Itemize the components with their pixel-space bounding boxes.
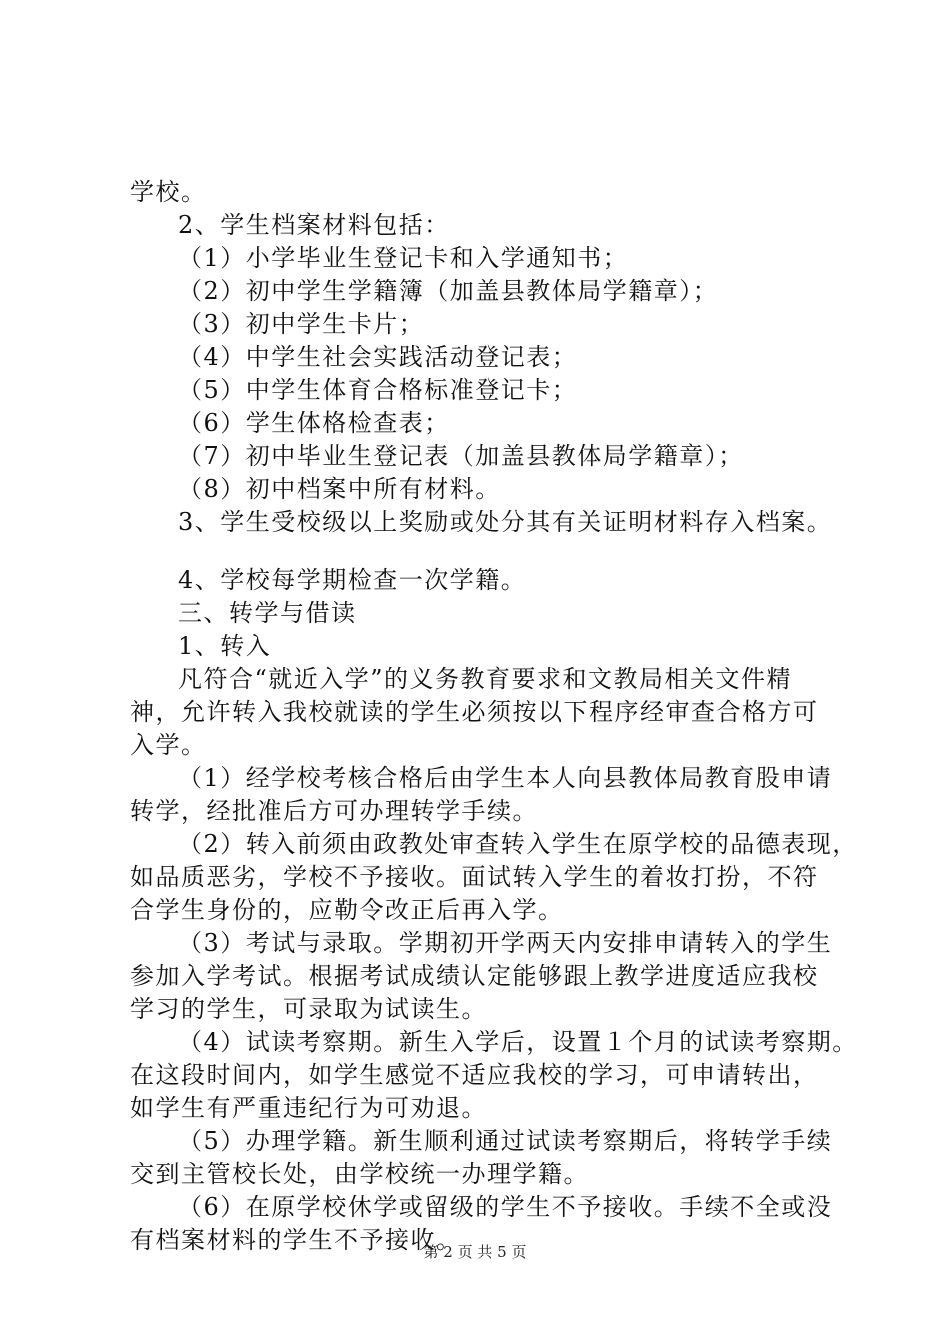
section-item-2: 2、学生档案材料包括： — [178, 211, 450, 239]
list-item: （8）初中档案中所有材料。 — [178, 475, 501, 503]
body-line: （3）考试与录取。学期初开学两天内安排申请转入的学生 — [178, 929, 833, 957]
list-item: （6）学生体格检查表； — [178, 409, 450, 437]
body-line: 参加入学考试。根据考试成绩认定能够跟上教学进度适应我校 — [130, 962, 819, 990]
page-number-footer: 第 2 页 共 5 页 — [423, 1243, 527, 1261]
body-line: 神，允许转入我校就读的学生必须按以下程序经审查合格方可 — [130, 698, 819, 726]
body-line: 学校。 — [130, 178, 207, 206]
section-item-4: 4、学校每学期检查一次学籍。 — [178, 566, 527, 594]
section-item-3: 3、学生受校级以上奖励或处分其有关证明材料存入档案。 — [178, 508, 833, 536]
list-item: （1）小学毕业生登记卡和入学通知书； — [178, 244, 629, 272]
list-item: （5）中学生体育合格标准登记卡； — [178, 376, 578, 404]
body-line: 学习的学生，可录取为试读生。 — [130, 995, 487, 1023]
list-item: （7）初中毕业生登记表（加盖县教体局学籍章）； — [178, 442, 744, 470]
list-item: （4）中学生社会实践活动登记表； — [178, 343, 578, 371]
body-line: （1）经学校考核合格后由学生本人向县教体局教育股申请 — [178, 764, 833, 792]
list-item: （3）初中学生卡片； — [178, 310, 425, 338]
list-item: （2）初中学生学籍簿（加盖县教体局学籍章）； — [178, 277, 719, 305]
body-line: 有档案材料的学生不予接收。 — [130, 1226, 462, 1254]
body-line: （2）转入前须由政教处审查转入学生在原学校的品德表现， — [178, 830, 858, 858]
body-line: 如学生有严重违纪行为可劝退。 — [130, 1094, 487, 1122]
body-line: 凡符合“就近入学”的义务教育要求和文教局相关文件精 — [178, 665, 793, 693]
body-line: 交到主管校长处，由学校统一办理学籍。 — [130, 1160, 589, 1188]
body-line: 合学生身份的，应勒令改正后再入学。 — [130, 896, 564, 924]
body-line: 入学。 — [130, 731, 207, 759]
body-line: （5）办理学籍。新生顺利通过试读考察期后，将转学手续 — [178, 1127, 833, 1155]
body-line: 转学，经批准后方可办理转学手续。 — [130, 797, 538, 825]
body-line: 如品质恶劣，学校不予接收。面试转入学生的着妆打扮，不符 — [130, 863, 819, 891]
body-line: （4）试读考察期。新生入学后，设置１个月的试读考察期。 — [178, 1028, 858, 1056]
section-heading: 三、转学与借读 — [178, 599, 357, 627]
body-line: （6）在原学校休学或留级的学生不予接收。手续不全或没 — [178, 1193, 833, 1221]
body-line: 在这段时间内，如学生感觉不适应我校的学习，可申请转出， — [130, 1061, 819, 1089]
subsection-heading: 1、转入 — [178, 632, 272, 660]
